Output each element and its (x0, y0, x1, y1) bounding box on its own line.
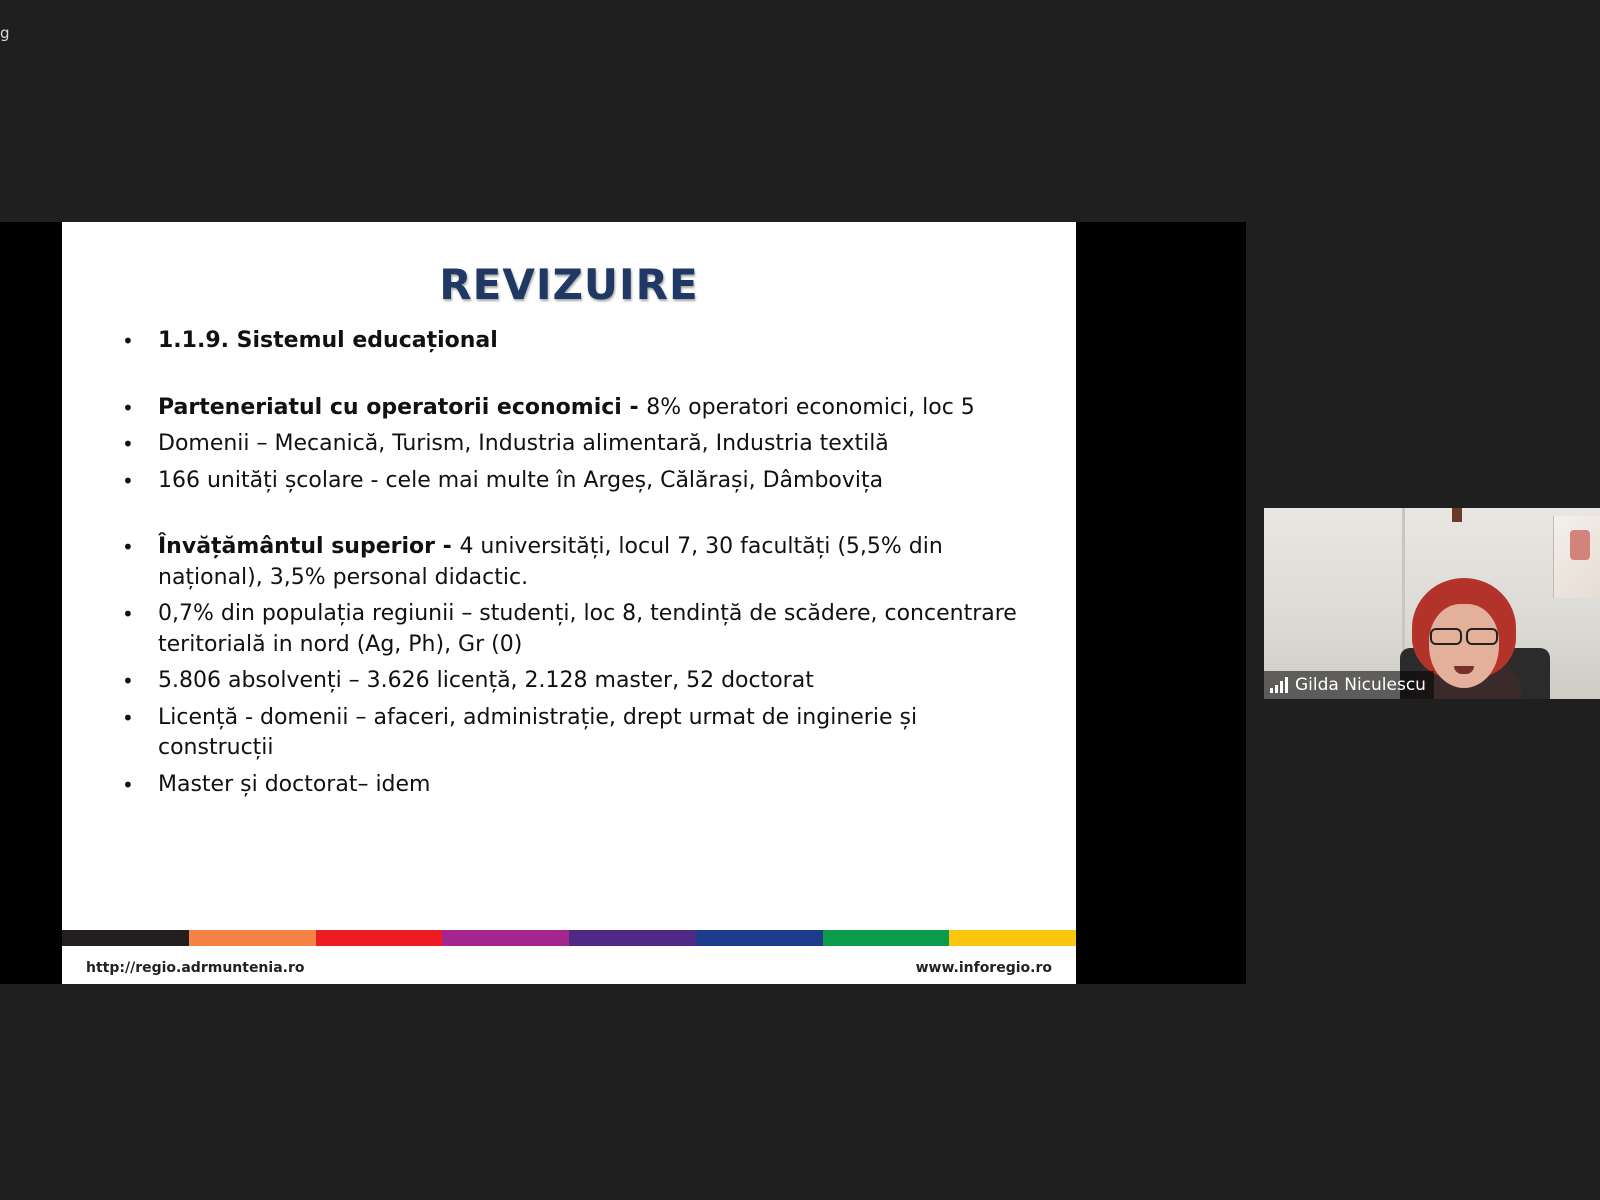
footer-url-left: http://regio.adrmuntenia.ro (86, 960, 305, 976)
color-bar-segment (316, 930, 443, 946)
wall-frame (1452, 508, 1462, 522)
slide-color-bar (62, 930, 1076, 946)
color-bar-segment (823, 930, 950, 946)
color-bar-segment (949, 930, 1076, 946)
screen-share-region[interactable] (0, 222, 1246, 984)
bullet-item: • 1.1.9. Sistemul educațional (120, 326, 1020, 357)
bullet-item: • Învățământul superior - 4 universități, locul 7, 30 facultăți (5,5% din național), 3,5% personal didactic. (120, 532, 1020, 593)
slide-bullet-list (120, 326, 1020, 806)
participant-name-tag (1264, 671, 1434, 699)
slide-title: REVIZUIRE (439, 260, 699, 309)
signal-bars-icon (1270, 677, 1288, 693)
participant-name: Gilda Niculescu (1295, 675, 1426, 695)
color-bar-segment (189, 930, 316, 946)
bullet-item: • 0,7% din populația regiunii – studenți, loc 8, tendință de scădere, concentrare teritorială in nord (Ag, Ph), Gr (0) (120, 599, 1020, 660)
person-face (1429, 604, 1499, 688)
footer-url-right: www.inforegio.ro (915, 960, 1052, 976)
bullet-item: • Master și doctorat– idem (120, 770, 1020, 801)
poster-graphic (1570, 530, 1590, 560)
window-label: g (0, 24, 10, 42)
color-bar-segment (442, 930, 569, 946)
participant-video-tile[interactable] (1264, 508, 1600, 699)
bullet-item: • Domenii – Mecanică, Turism, Industria alimentară, Industria textilă (120, 429, 1020, 460)
color-bar-segment (696, 930, 823, 946)
color-bar-segment (569, 930, 696, 946)
bullet-item: • 166 unități școlare - cele mai multe în Argeș, Călărași, Dâmbovița (120, 466, 1020, 497)
person-glasses (1430, 628, 1498, 642)
bullet-item: • Licență - domenii – afaceri, administrație, drept urmat de inginerie și construcții (120, 703, 1020, 764)
bullet-item: • Parteneriatul cu operatorii economici - 8% operatori economici, loc 5 (120, 393, 1020, 424)
color-bar-segment (62, 930, 189, 946)
presentation-slide (62, 222, 1076, 984)
bullet-item: • 5.806 absolvenți – 3.626 licență, 2.128 master, 52 doctorat (120, 666, 1020, 697)
